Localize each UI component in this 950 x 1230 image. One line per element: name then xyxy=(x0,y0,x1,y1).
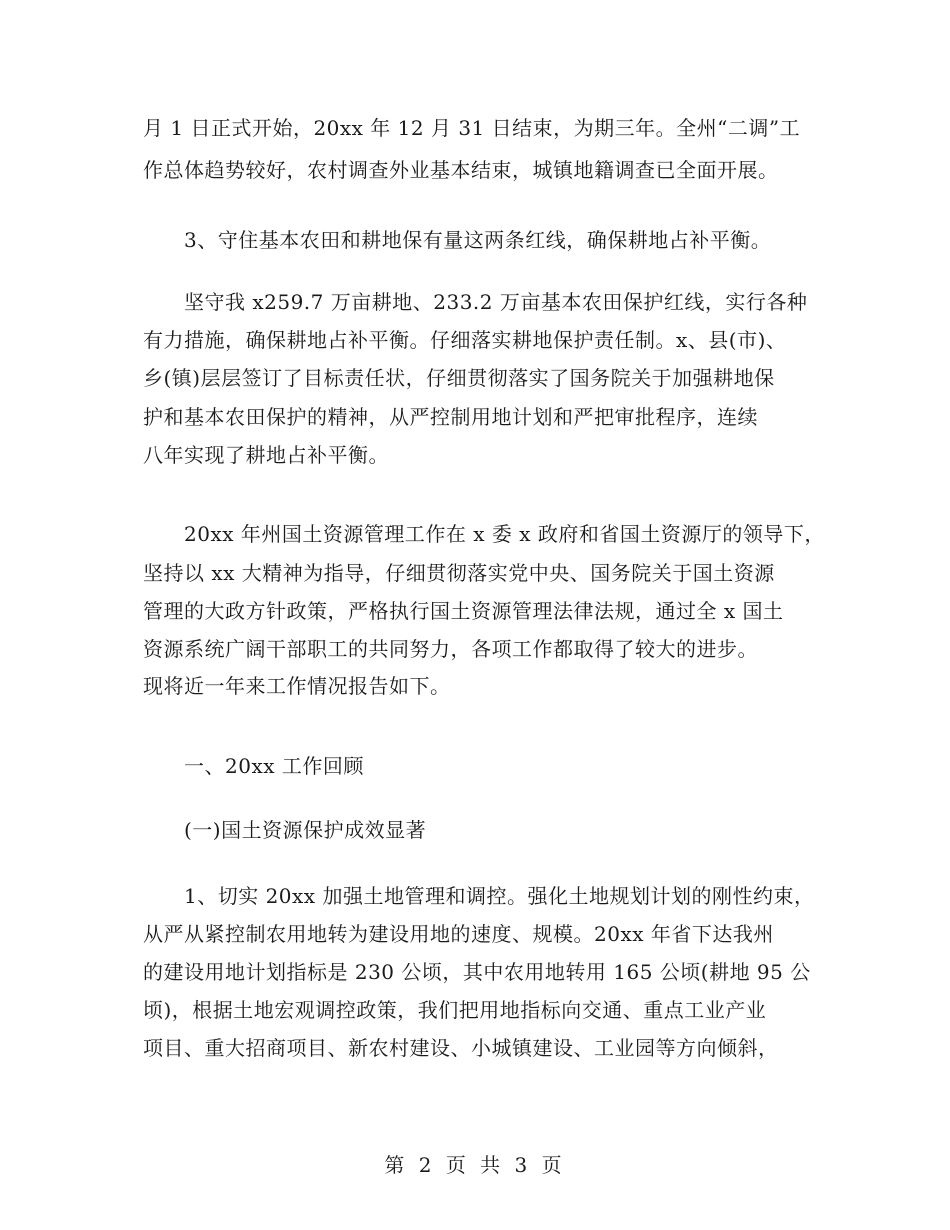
text-line: 月 1 日正式开始，20xx 年 12 月 31 日结束，为期三年。全州“二调”工 xyxy=(143,116,801,140)
text-line: 有力措施，确保耕地占补平衡。仔细落实耕地保护责任制。x、县(市)、 xyxy=(143,328,787,352)
text-line: 20xx 年州国土资源管理工作在 x 委 x 政府和省国土资源厅的领导下， xyxy=(184,522,825,546)
text-line: 护和基本农田保护的精神，从严控制用地计划和严把审批程序，连续 xyxy=(143,405,758,429)
text-line: 坚守我 x259.7 万亩耕地、233.2 万亩基本农田保护红线，实行各种 xyxy=(184,290,808,314)
text-line: 资源系统广阔干部职工的共同努力，各项工作都取得了较大的进步。 xyxy=(143,637,758,661)
section-heading: 一、20xx 工作回顾 xyxy=(184,754,364,778)
text-line: 顷)，根据土地宏观调控政策，我们把用地指标向交通、重点工业产业 xyxy=(143,998,767,1022)
text-line: 1、切实 20xx 加强土地管理和调控。强化土地规划计划的刚性约束， xyxy=(184,884,815,908)
text-line: 项目、重大招商项目、新农村建设、小城镇建设、工业园等方向倾斜， xyxy=(143,1036,779,1060)
text-line: 八年实现了耕地占补平衡。 xyxy=(143,443,389,467)
text-line: 管理的大政方针政策，严格执行国土资源管理法律法规，通过全 x 国土 xyxy=(143,599,784,623)
text-line: 坚持以 xx 大精神为指导，仔细贯彻落实党中央、国务院关于国土资源 xyxy=(143,561,775,585)
text-line: 从严从紧控制农用地转为建设用地的速度、规模。20xx 年省下达我州 xyxy=(143,922,774,946)
text-line: 乡(镇)层层签订了目标责任状，仔细贯彻落实了国务院关于加强耕地保 xyxy=(143,366,775,390)
page-number-footer: 第 2 页 共 3 页 xyxy=(384,1153,566,1177)
text-line: 的建设用地计划指标是 230 公顷，其中农用地转用 165 公顷(耕地 95 公 xyxy=(143,960,811,984)
text-line: 作总体趋势较好，农村调查外业基本结束，城镇地籍调查已全面开展。 xyxy=(143,158,779,182)
text-line: 现将近一年来工作情况报告如下。 xyxy=(143,674,451,698)
subsection-heading: (一)国土资源保护成效显著 xyxy=(184,818,427,842)
text-line: 3、守住基本农田和耕地保有量这两条红线，确保耕地占补平衡。 xyxy=(184,228,772,252)
